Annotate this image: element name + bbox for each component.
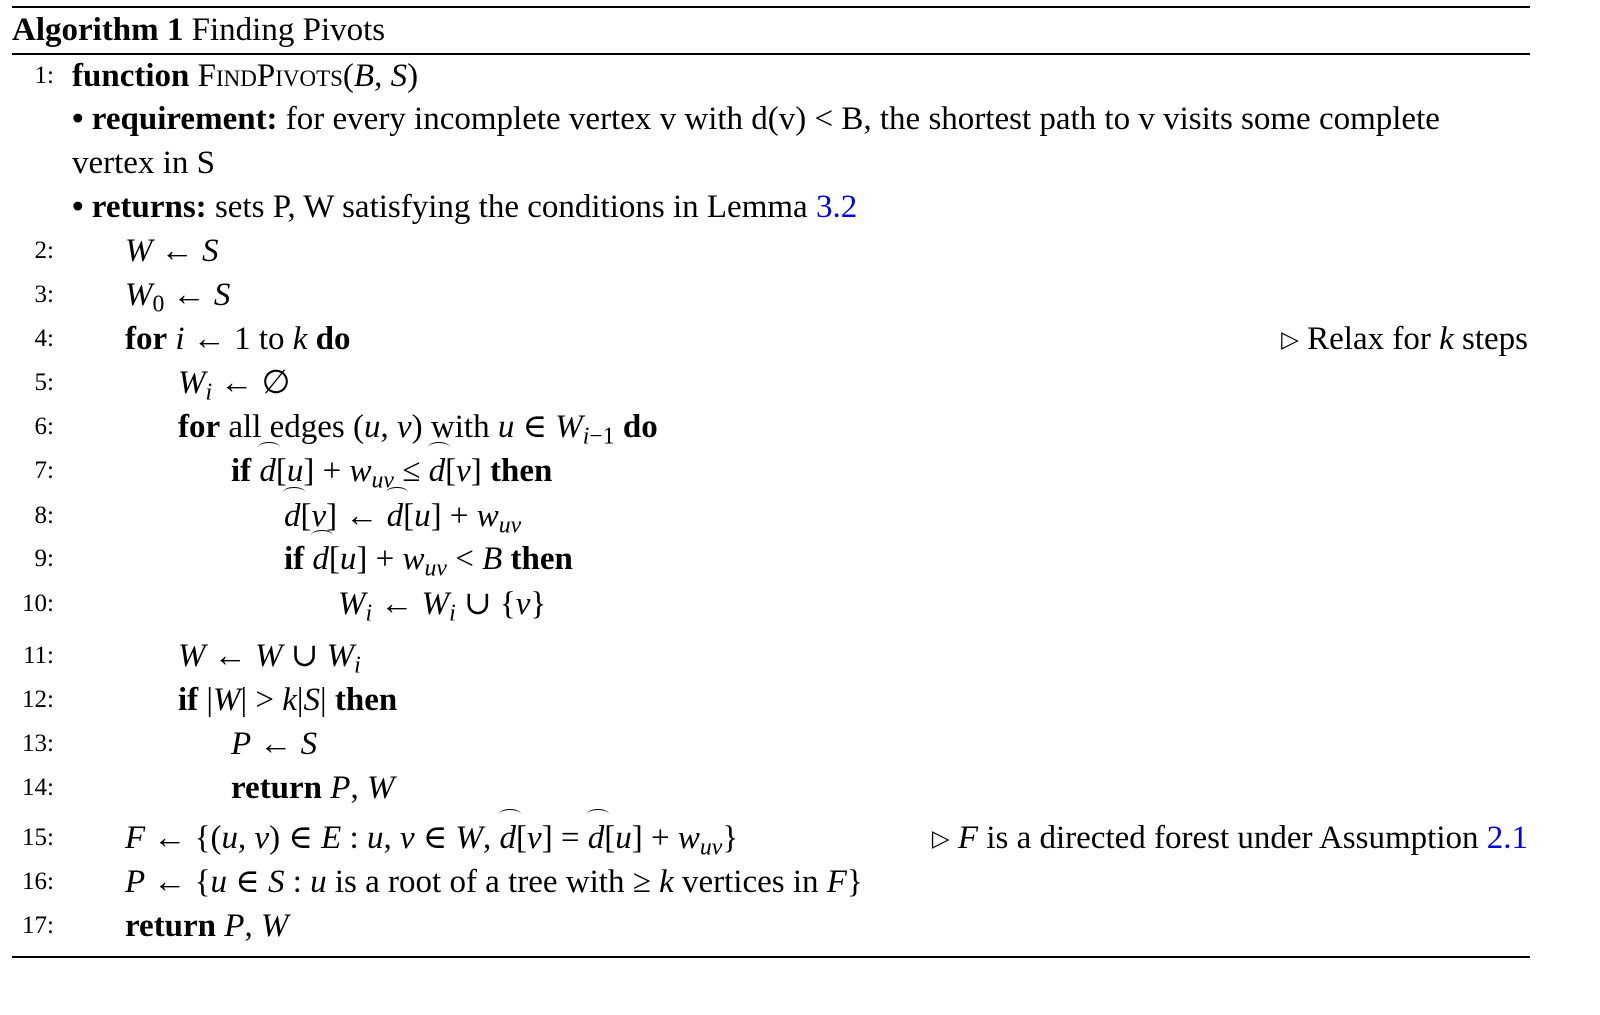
statement: return P, W [231, 770, 395, 806]
line-number: 8: [34, 502, 54, 529]
algo-line-8 [0, 494, 1600, 538]
line-number: 5: [34, 369, 54, 396]
algo-line-10 [0, 582, 1600, 626]
statement: for all edges (u, v) with u ∈ $W_{i-1}$ do [178, 409, 658, 450]
line-number: 11: [22, 642, 54, 669]
returns-label: • returns: [72, 189, 207, 225]
algo-line-2 [0, 229, 1600, 273]
function-signature: function FindPivots(B, S) [72, 58, 419, 94]
comment: ▷ Relax for k steps [1281, 321, 1528, 357]
line-number: 14: [22, 774, 54, 801]
requirement-line [0, 97, 1600, 141]
algo-line-3 [0, 273, 1600, 317]
line-number: 15: [22, 824, 54, 851]
line-number: 10: [22, 590, 54, 617]
algo-line-7 [0, 449, 1600, 493]
function-name: FindPivots [197, 58, 343, 94]
statement: if $d[u] + w_{uv} < B$ then [284, 537, 573, 581]
returns-line [0, 185, 1600, 229]
bottom-rule [12, 956, 1530, 958]
statement: $W_i$ ← ∅ [178, 365, 291, 406]
function-keyword: function [72, 58, 190, 94]
lemma-reference-link[interactable]: 3.2 [815, 189, 858, 225]
algorithm-caption [12, 8, 385, 52]
requirement-line-cont [0, 141, 1600, 185]
line-number: 17: [22, 912, 54, 939]
algo-line-4 [0, 317, 1600, 361]
algo-line-15 [0, 816, 1600, 860]
line-number: 4: [34, 325, 54, 352]
returns-text: sets P, W satisfying the conditions in Lemma [214, 189, 808, 225]
algo-line-11 [0, 634, 1600, 678]
statement: P ← S [231, 726, 318, 762]
assumption-reference-link[interactable]: 2.1 [1486, 820, 1528, 856]
statement: W ← W ∪ $W_i$ [178, 638, 361, 679]
comment-triangle-icon: ▷ [931, 825, 950, 852]
statement: W ← S [125, 233, 219, 269]
algo-line-17 [0, 904, 1600, 948]
statement: if |W| > k|S| then [178, 682, 398, 718]
comment-triangle-icon: ▷ [1281, 326, 1299, 353]
statement: if $d[u] + w_{uv} \le d[v]$ then [231, 449, 552, 493]
statement: P ← {u ∈ S : u is a root of a tree with ≥ k vertices in F} [125, 864, 863, 900]
requirement-text: for every incomplete vertex v with d(v) < B, the shortest path to v visits some complete [285, 101, 1440, 137]
line-number: 2: [34, 237, 54, 264]
line-number: 13: [22, 730, 54, 757]
algorithm-title: Finding Pivots [191, 12, 386, 48]
statement: return P, W [125, 908, 289, 944]
requirement-label: • requirement: [72, 101, 278, 137]
algo-line-1 [0, 54, 1600, 98]
statement: $W_i$ ← $W_i$ ∪ {v} [338, 586, 547, 627]
statement: for i ← 1 to k do [125, 321, 351, 357]
requirement-text-cont: vertex in S [72, 145, 215, 181]
algo-line-12 [0, 678, 1600, 722]
statement: F ← {(u, v) ∈ E : u, v ∈ W, $d[v] = d[u] + w_{uv}$} [125, 816, 738, 860]
line-number: 9: [34, 545, 54, 572]
algo-line-16 [0, 860, 1600, 904]
line-number: 6: [34, 413, 54, 440]
line-number: 1: [34, 62, 54, 89]
algo-line-9 [0, 537, 1600, 581]
algorithm-label: Algorithm 1 [12, 12, 184, 48]
algo-line-13 [0, 722, 1600, 766]
line-number: 3: [34, 281, 54, 308]
algo-line-14 [0, 766, 1600, 810]
statement: $W_0$ ← S [125, 277, 231, 318]
algo-line-6 [0, 405, 1600, 449]
statement: d[v] ← $d[u] + w_{uv}$ [284, 494, 521, 538]
comment: ▷ F is a directed forest under Assumption 2.1 [931, 820, 1528, 856]
algo-line-5 [0, 361, 1600, 405]
line-number: 12: [22, 686, 54, 713]
line-number: 16: [22, 868, 54, 895]
line-number: 7: [34, 457, 54, 484]
